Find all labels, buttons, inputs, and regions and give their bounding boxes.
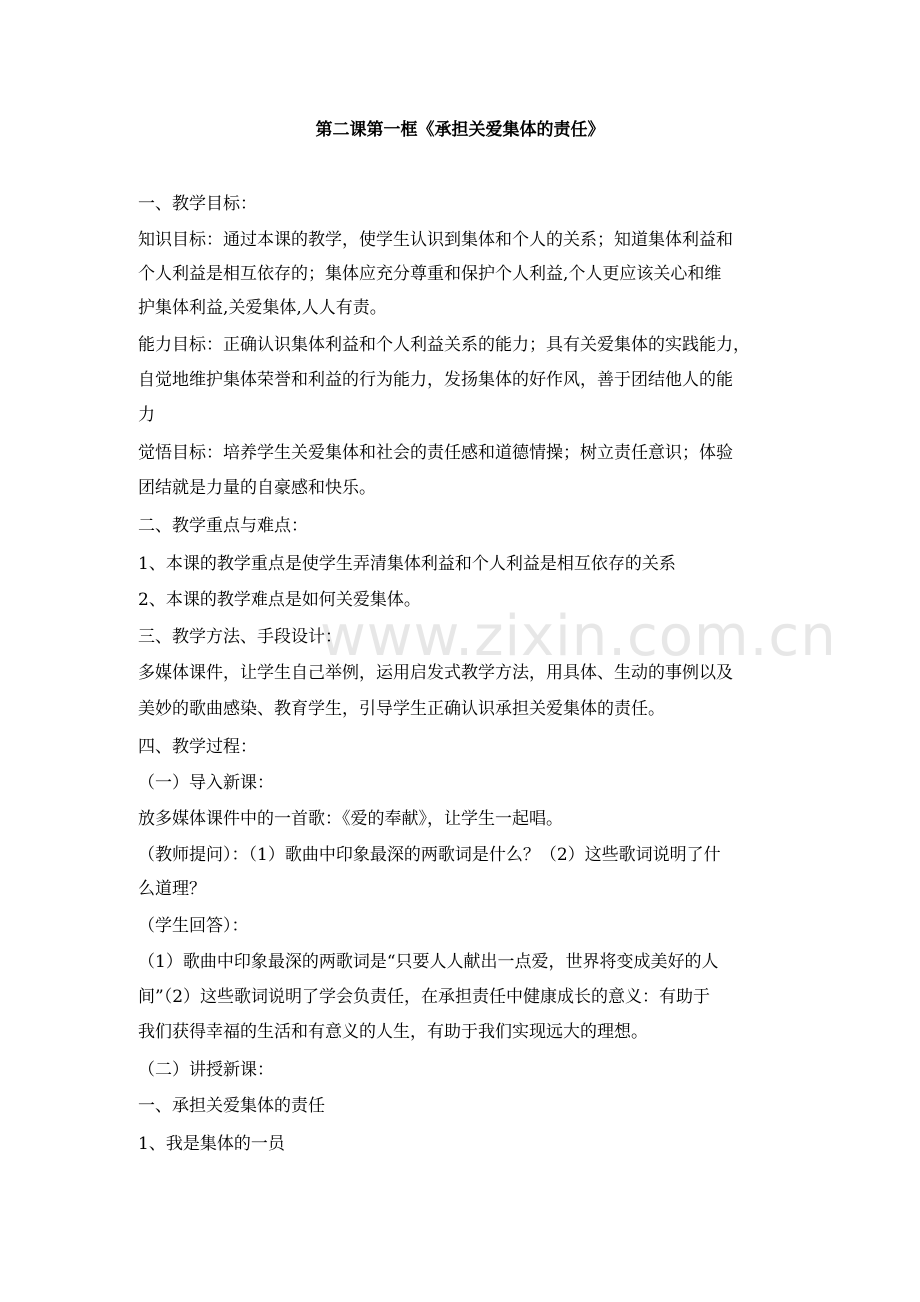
paragraph-line: 美妙的歌曲感染、教育学生，引导学生正确认识承担关爱集体的责任。 xyxy=(138,699,665,719)
paragraph-line: 觉悟目标：培养学生关爱集体和社会的责任感和道德情操；树立责任意识；体验 xyxy=(138,443,733,463)
document-title: 第二课第一框《承担关爱集体的责任》 xyxy=(315,120,605,140)
section-heading: 三、教学方法、手段设计： xyxy=(138,627,342,647)
paragraph-line: 知识目标：通过本课的教学，使学生认识到集体和个人的关系；知道集体利益和 xyxy=(138,230,733,250)
paragraph-line: （教师提问）：（1）歌曲中印象最深的两歌词是什么？（2）这些歌词说明了什 xyxy=(138,845,721,865)
paragraph-line: 放多媒体课件中的一首歌：《爱的奉献》，让学生一起唱。 xyxy=(138,809,563,829)
paragraph-line: 间”（2）这些歌词说明了学会负责任，在承担责任中健康成长的意义：有助于 xyxy=(138,987,711,1007)
subsection-heading: （二）讲授新课： xyxy=(138,1060,274,1080)
section-heading: 二、教学重点与难点： xyxy=(138,516,308,536)
section-heading: 一、承担关爱集体的责任 xyxy=(138,1096,325,1116)
paragraph-line: 自觉地维护集体荣誉和利益的行为能力，发扬集体的好作风，善于团结他人的能 xyxy=(138,370,733,390)
list-item: 2、本课的教学难点是如何关爱集体。 xyxy=(138,590,421,610)
section-heading: 四、教学过程： xyxy=(138,737,257,757)
paragraph-line: 护集体利益,关爱集体,人人有责。 xyxy=(138,298,387,318)
paragraph-line: 我们获得幸福的生活和有意义的人生，有助于我们实现远大的理想。 xyxy=(138,1022,648,1042)
watermark: www.zixin.com.cn xyxy=(320,604,837,669)
paragraph-line: 能力目标：正确认识集体利益和个人利益关系的能力；具有关爱集体的实践能力， xyxy=(138,335,750,355)
paragraph-line: （学生回答）： xyxy=(138,916,249,936)
list-item: 1、我是集体的一员 xyxy=(138,1134,285,1154)
paragraph-line: 多媒体课件，让学生自己举例，运用启发式教学方法，用具体、生动的事例以及 xyxy=(138,663,733,683)
list-item: 1、本课的教学重点是使学生弄清集体利益和个人利益是相互依存的关系 xyxy=(138,554,676,574)
paragraph-line: 个人利益是相互依存的；集体应充分尊重和保护个人利益,个人更应该关心和维 xyxy=(138,264,722,284)
paragraph-line: （1）歌曲中印象最深的两歌词是“只要人人献出一点爱，世界将变成美好的人 xyxy=(138,952,719,972)
subsection-heading: （一）导入新课： xyxy=(138,773,274,793)
paragraph-line: 么道理？ xyxy=(138,879,206,899)
paragraph-line: 团结就是力量的自豪感和快乐。 xyxy=(138,478,376,498)
section-heading: 一、教学目标： xyxy=(138,194,257,214)
paragraph-line: 力 xyxy=(138,405,155,425)
